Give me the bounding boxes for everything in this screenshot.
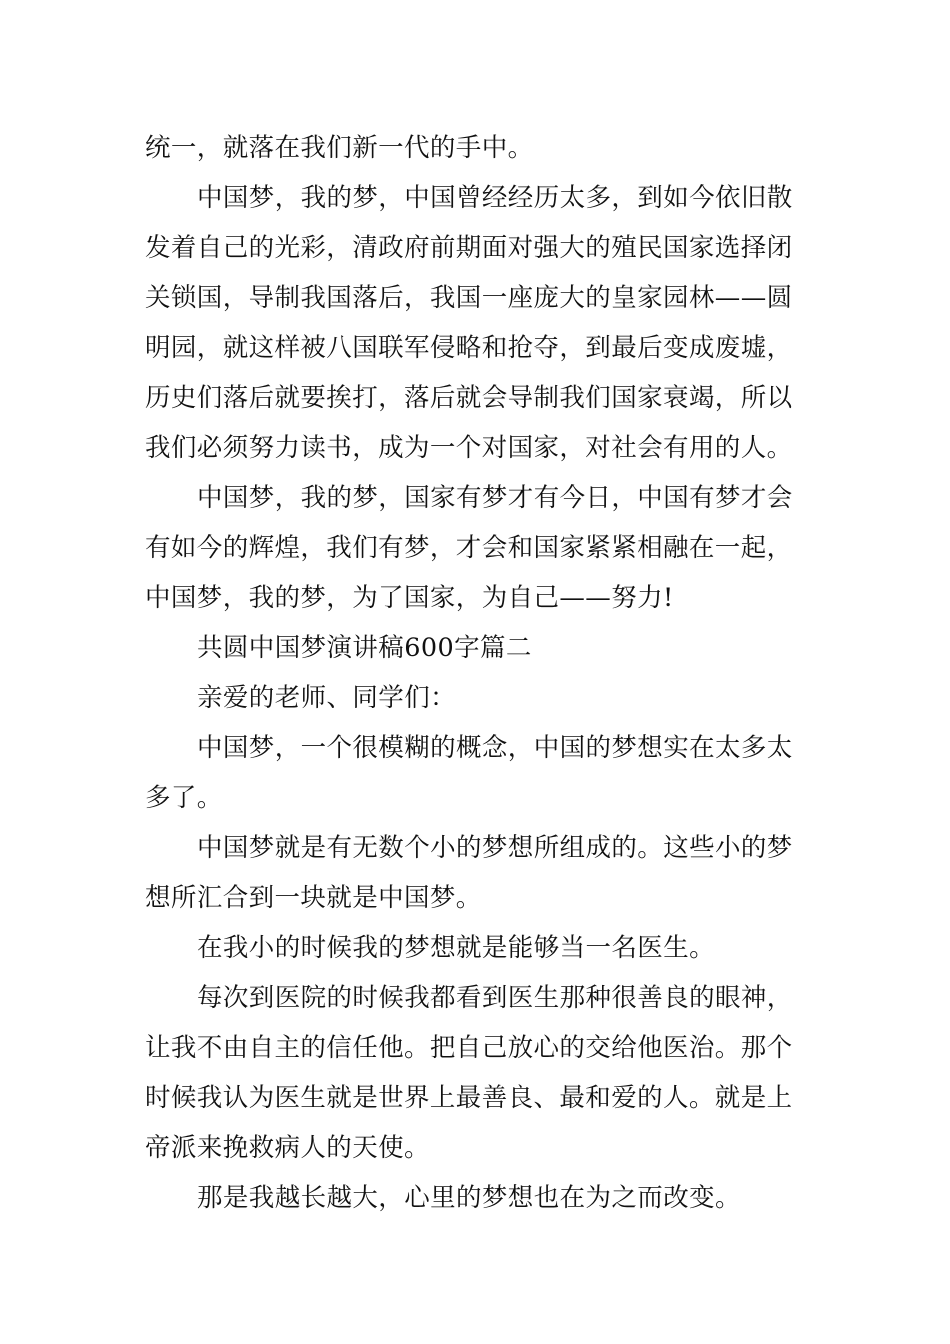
section-heading: 共圆中国梦演讲稿600字篇二 [197, 633, 532, 663]
paragraph-start-line: 中国梦，我的梦，中国曾经经历太多，到如今依旧散 [197, 183, 793, 213]
paragraph-start-line: 中国梦，一个很模糊的概念，中国的梦想实在太多太 [197, 733, 793, 763]
text-line: 我们必须努力读书，成为一个对国家，对社会有用的人。 [145, 433, 793, 463]
paragraph-start-line: 每次到医院的时候我都看到医生那种很善良的眼神， [197, 983, 793, 1013]
text-line: 明园，就这样被八国联军侵略和抢夺，到最后变成废墟， [145, 333, 793, 363]
paragraph-start-line: 那是我越长越大，心里的梦想也在为之而改变。 [197, 1183, 741, 1213]
text-line: 让我不由自主的信任他。把自己放心的交给他医治。那个 [145, 1033, 793, 1063]
salutation-line: 亲爱的老师、同学们： [197, 683, 457, 713]
text-line: 有如今的辉煌，我们有梦，才会和国家紧紧相融在一起， [145, 533, 793, 563]
text-line: 中国梦，我的梦，为了国家，为自己——努力! [145, 583, 674, 613]
text-line: 时候我认为医生就是世界上最善良、最和爱的人。就是上 [145, 1083, 793, 1113]
text-line: 历史们落后就要挨打，落后就会导制我们国家衰竭，所以 [145, 383, 793, 413]
text-line: 关锁国，导制我国落后，我国一座庞大的皇家园林——圆 [145, 283, 793, 313]
paragraph-start-line: 中国梦就是有无数个小的梦想所组成的。这些小的梦 [197, 833, 793, 863]
text-line: 统一，就落在我们新一代的手中。 [145, 133, 534, 163]
paragraph-start-line: 中国梦，我的梦，国家有梦才有今日，中国有梦才会 [197, 483, 793, 513]
text-line: 帝派来挽救病人的天使。 [145, 1133, 430, 1163]
text-line: 多了。 [145, 783, 223, 813]
text-line: 发着自己的光彩，清政府前期面对强大的殖民国家选择闭 [145, 233, 793, 263]
paragraph-start-line: 在我小的时候我的梦想就是能够当一名医生。 [197, 933, 716, 963]
text-line: 想所汇合到一块就是中国梦。 [145, 883, 482, 913]
